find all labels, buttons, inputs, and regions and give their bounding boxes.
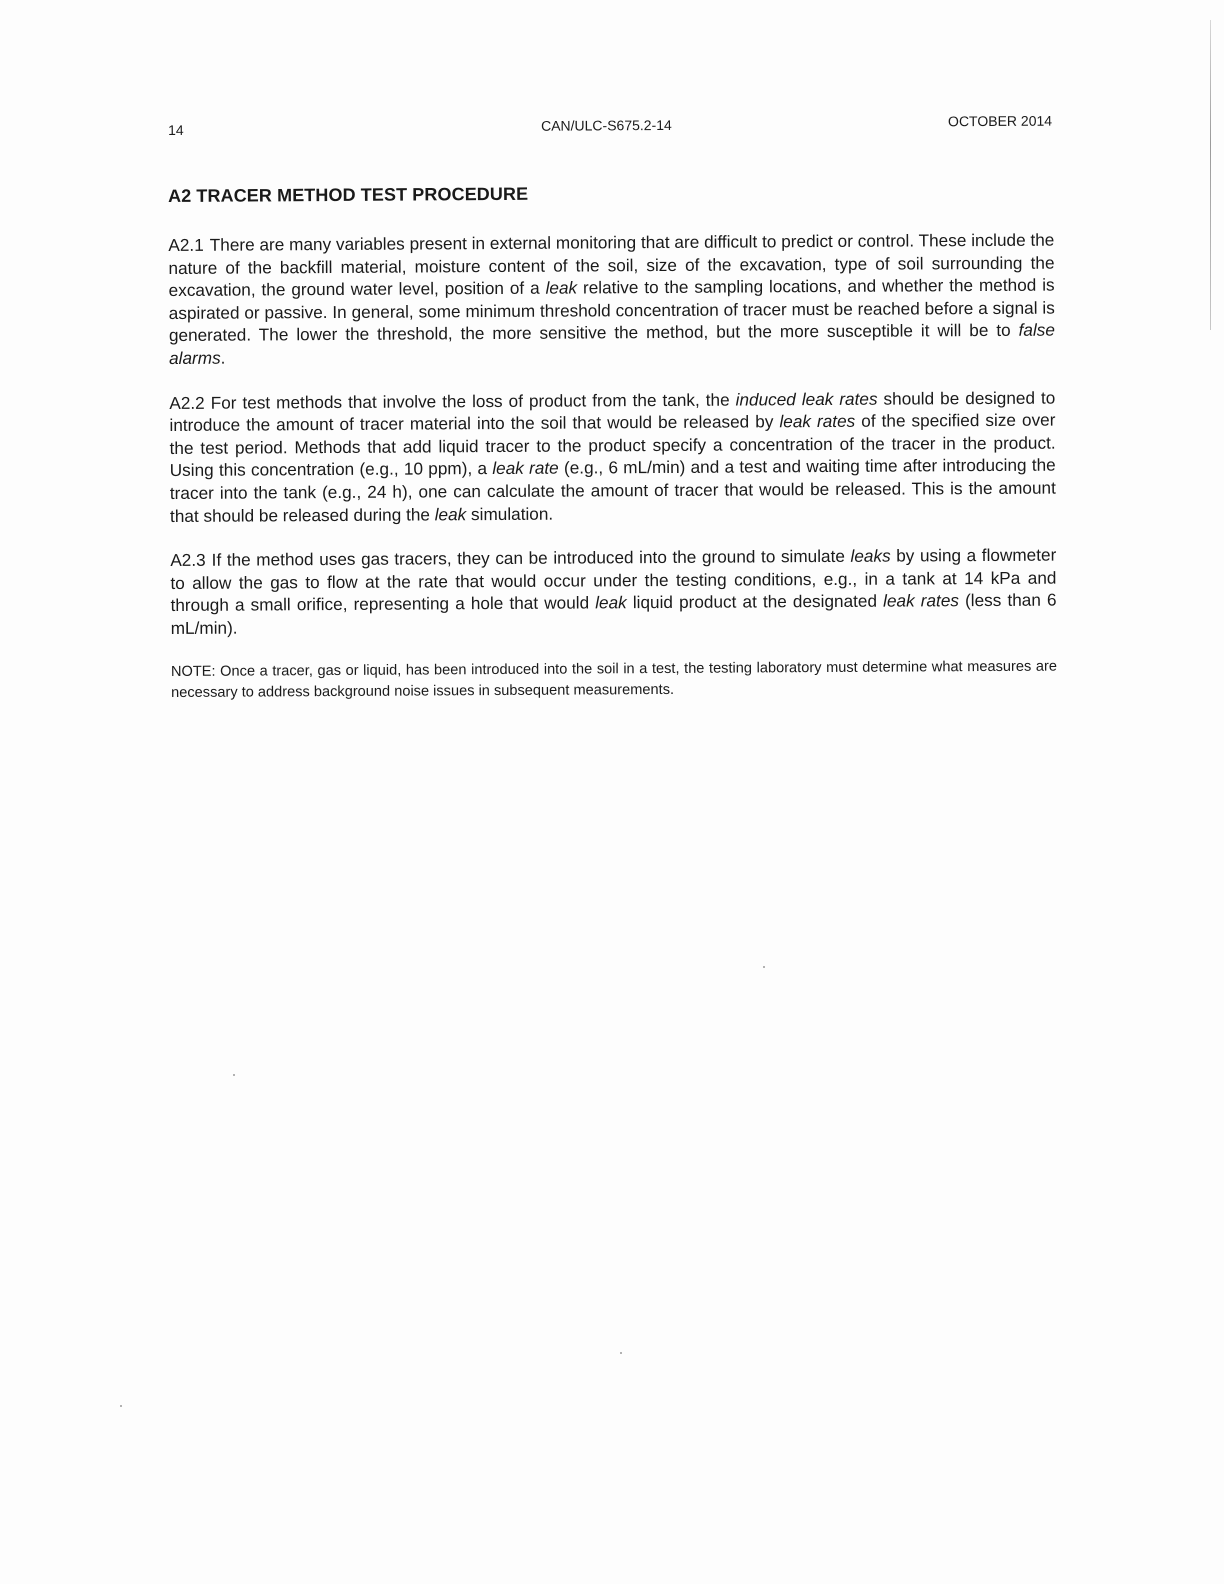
paragraph-text: There are many variables present in external monitoring that are difficult to predict or control. These include the nature of the backfill material, moisture content of the soil, size of the excavation, type of soil surrounding the excavation, the ground water level, position of a bbox=[168, 229, 1055, 301]
paragraph-text: (less than 6 mL/min). bbox=[170, 589, 1057, 638]
document-date: OCTOBER 2014 bbox=[947, 112, 1053, 130]
paragraph-text: liquid product at the designated bbox=[626, 590, 884, 613]
defined-term: leak rates bbox=[779, 410, 856, 432]
scan-speck bbox=[620, 1352, 622, 1354]
page-number: 14 bbox=[168, 121, 184, 138]
paragraph-text: If the method uses gas tracers, they can be introduced into the ground to simulate bbox=[211, 545, 851, 570]
paragraph-a2-3 bbox=[170, 544, 1057, 640]
paragraph-text: (e.g., 6 mL/min) and a test and waiting time after introducing the tracer into the tank (e.g., 24 h), one can calculate the amount of tracer that would be released. This is the amount that should be released during the bbox=[169, 454, 1056, 526]
paragraph-a2-1 bbox=[168, 229, 1055, 370]
paragraph-text: simulation. bbox=[466, 503, 554, 524]
defined-term: false alarms bbox=[168, 319, 1055, 368]
defined-term: leak bbox=[545, 277, 578, 298]
paragraph-text: should be designed to introduce the amount of tracer material into the soil that would be released by bbox=[169, 387, 1056, 436]
page-header bbox=[168, 113, 1052, 140]
scan-speck bbox=[763, 966, 765, 968]
defined-term: leaks bbox=[850, 545, 891, 566]
clause-number: A2.2 bbox=[169, 392, 205, 413]
scan-speck bbox=[120, 1405, 122, 1407]
section-title: A2 TRACER METHOD TEST PROCEDURE bbox=[168, 183, 529, 206]
note-paragraph: NOTE: Once a tracer, gas or liquid, has been introduced into the soil in a test, the testing laboratory must determine what measures are necessary to address background noise issues in subsequent measurements. bbox=[170, 658, 1057, 701]
defined-term: leak rate bbox=[492, 457, 559, 479]
scan-speck bbox=[233, 1074, 235, 1076]
paragraph-text: by using a flowmeter to allow the gas to flow at the rate that would occur under the testing conditions, e.g., in a tank at 14 kPa and through a small orifice, representing a hole that would bbox=[170, 544, 1057, 616]
paragraph-a2-2 bbox=[169, 386, 1056, 527]
paragraph-text: relative to the sampling locations, and whether the method is aspirated or passive. In general, some minimum threshold concentration of tracer must be reached before a signal is generated. The lower the threshold, the more sensitive the method, but the more susceptible it will be to bbox=[168, 274, 1055, 346]
paragraph-text: For test methods that involve the loss of product from the tank, the bbox=[210, 389, 736, 413]
defined-term: leak rates bbox=[883, 590, 959, 611]
page-content bbox=[168, 181, 1057, 704]
document-id: CAN/ULC-S675.2-14 bbox=[541, 116, 672, 134]
paragraph-text: of the specified size over the test period. Methods that add liquid tracer to the product specify a concentration of the tracer in the product. Using this concentration (e.g., 10 ppm), a bbox=[169, 409, 1056, 481]
defined-term: leak bbox=[434, 503, 467, 524]
paragraph-text: . bbox=[220, 347, 226, 368]
defined-term: leak bbox=[595, 592, 627, 613]
defined-term: induced leak rates bbox=[735, 388, 878, 410]
clause-number: A2.1 bbox=[168, 234, 204, 255]
scan-margin-line bbox=[1210, 20, 1211, 330]
clause-number: A2.3 bbox=[170, 549, 206, 571]
